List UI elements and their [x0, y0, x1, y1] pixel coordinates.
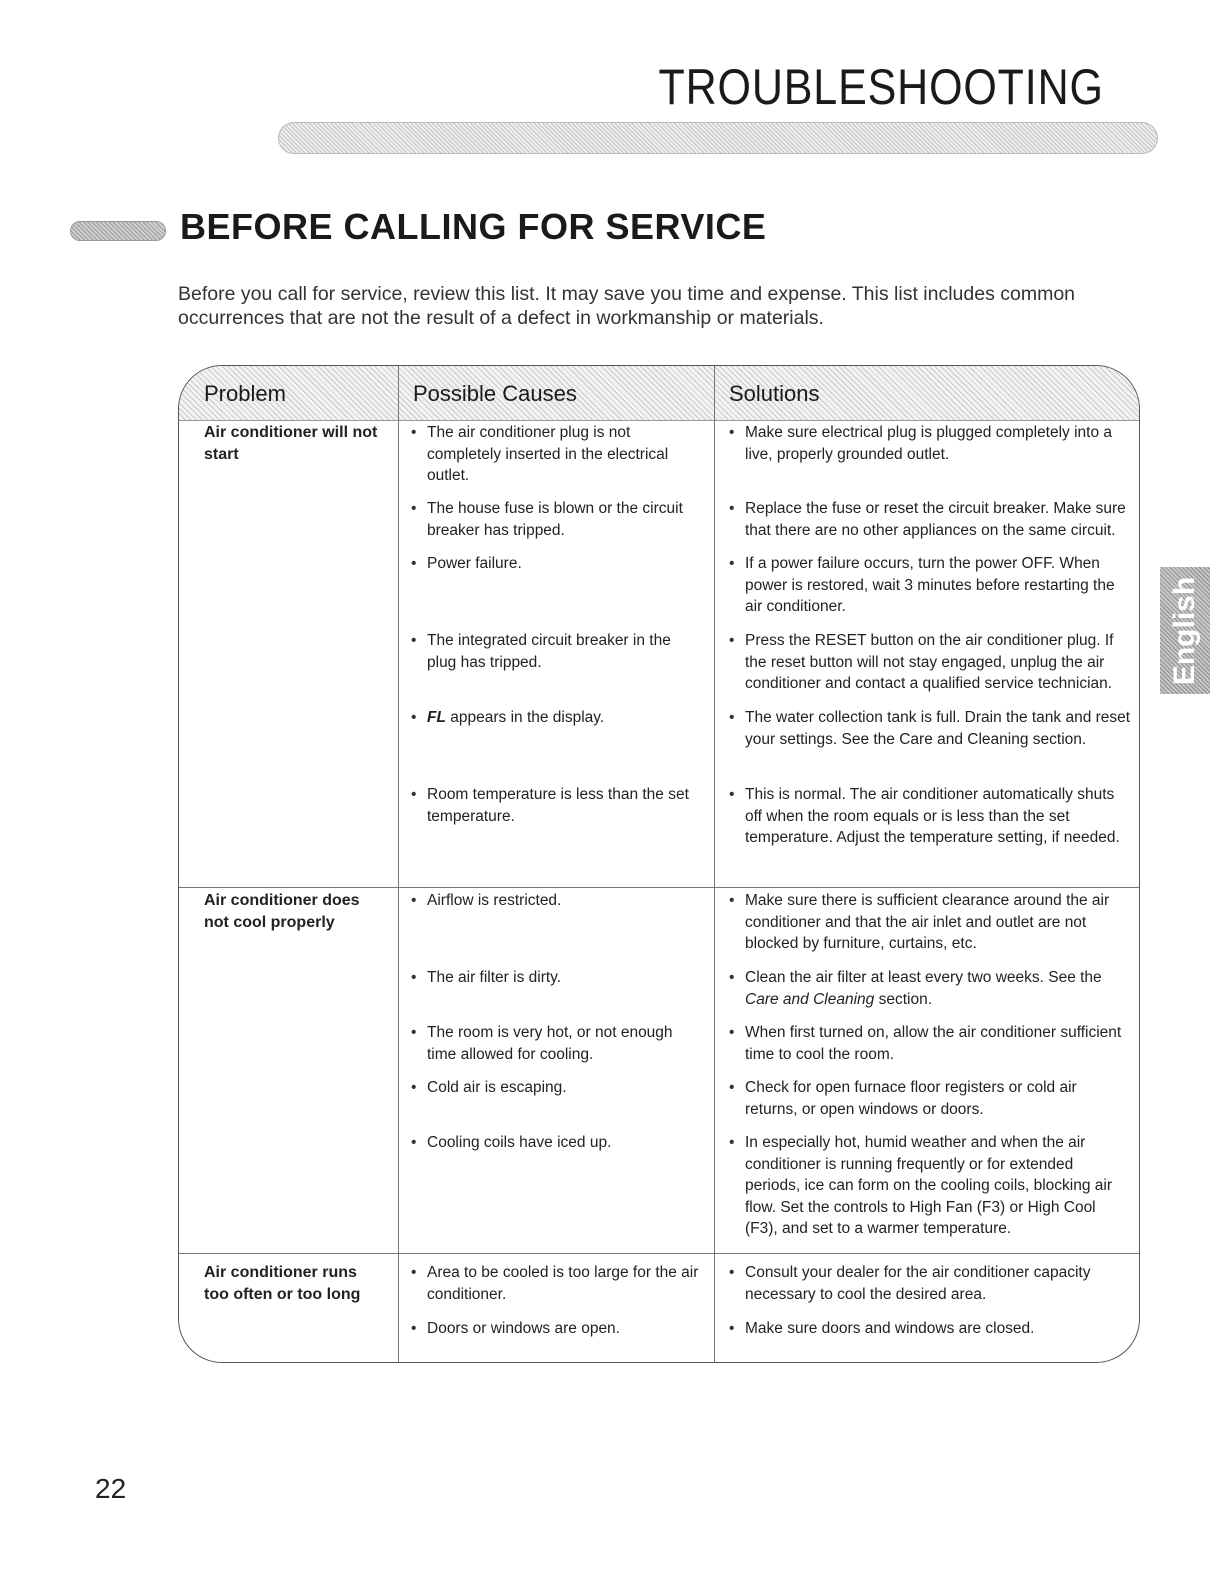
cause-item: • Doors or windows are open.	[411, 1318, 701, 1340]
cause-item: • Cold air is escaping.	[411, 1077, 701, 1099]
solution-item: • Make sure electrical plug is plugged completely into a live, properly grounded outlet.	[729, 422, 1131, 465]
cause-item: • The integrated circuit breaker in the plug has tripped.	[411, 630, 701, 673]
cause-item: • The house fuse is blown or the circuit breaker has tripped.	[411, 498, 701, 541]
problem-label: Air conditioner runs too often or too long	[204, 1264, 361, 1303]
table-header-row	[179, 366, 1139, 421]
solution-item: • Make sure doors and windows are closed.	[729, 1318, 1131, 1340]
cause-item: • Power failure.	[411, 553, 701, 575]
page-heading: TROUBLESHOOTING	[658, 59, 1104, 115]
solution-item: • If a power failure occurs, turn the power OFF. When power is restored, wait 3 minutes before restarting the air conditioner.	[729, 553, 1131, 618]
header-possible-causes: Possible Causes	[413, 381, 577, 406]
solution-item: • Check for open furnace floor registers or cold air returns, or open windows or doors.	[729, 1077, 1131, 1120]
cause-item	[411, 707, 701, 729]
cause-item: • Room temperature is less than the set temperature.	[411, 784, 701, 827]
fl-code: FL	[427, 709, 446, 726]
column-divider	[398, 366, 399, 1362]
group-divider	[179, 1253, 1139, 1254]
cause-item: • The air conditioner plug is not completely inserted in the electrical outlet.	[411, 422, 701, 487]
solution-item: • Consult your dealer for the air conditioner capacity necessary to cool the desired area.	[729, 1262, 1131, 1305]
group-divider	[179, 887, 1139, 888]
cause-item: • Cooling coils have iced up.	[411, 1132, 701, 1154]
cause-item: • Area to be cooled is too large for the air conditioner.	[411, 1262, 701, 1305]
solution-text-end: section.	[878, 990, 932, 1008]
solution-text: Clean the air filter at least every two weeks. See the	[745, 969, 1102, 986]
care-cleaning-reference: Care and Cleaning	[745, 990, 875, 1008]
solution-item: • When first turned on, allow the air conditioner sufficient time to cool the room.	[729, 1022, 1131, 1065]
language-tab	[1160, 567, 1210, 694]
section-title: BEFORE CALLING FOR SERVICE	[180, 206, 767, 247]
solution-item	[729, 967, 1131, 1010]
solution-item: • In especially hot, humid weather and when the air conditioner is running frequently or for extended periods, ice can form on the cooling coils, blocking air flow. Set the controls to High Fan (F3) or High Cool (F3), and set to a warmer temperature.	[729, 1132, 1131, 1240]
cause-text: appears in the display.	[450, 709, 605, 726]
solution-item: • Press the RESET button on the air conditioner plug. If the reset button will not stay engaged, unplug the air conditioner and contact a qualified service technician.	[729, 630, 1131, 695]
header-problem: Problem	[204, 381, 286, 406]
header-solutions: Solutions	[729, 381, 820, 406]
cause-item: • Airflow is restricted.	[411, 890, 701, 912]
language-tab-label: English	[1168, 576, 1201, 685]
cause-item: • The room is very hot, or not enough time allowed for cooling.	[411, 1022, 701, 1065]
solution-item: • Make sure there is sufficient clearance around the air conditioner and that the air inlet and outlet are not blocked by furniture, curtains, etc.	[729, 890, 1131, 955]
solution-item: • This is normal. The air conditioner automatically shuts off when the room equals or is less than the set temperature. Adjust the temperature setting, if needed.	[729, 784, 1131, 849]
page-number: 22	[95, 1473, 127, 1504]
intro-paragraph: Before you call for service, review this list. It may save you time and expense. This list includes common occurrences that are not the result of a defect in workmanship or materials.	[178, 283, 1076, 329]
column-divider	[714, 366, 715, 1362]
solution-item: • Replace the fuse or reset the circuit breaker. Make sure that there are no other appliances on the same circuit.	[729, 498, 1131, 541]
section-marker-icon	[70, 221, 166, 241]
cause-item: • The air filter is dirty.	[411, 967, 701, 989]
header-decorative-bar	[278, 122, 1158, 154]
troubleshooting-table	[178, 365, 1140, 1363]
problem-label: Air conditioner will not start	[204, 424, 378, 463]
solution-item: • The water collection tank is full. Drain the tank and reset your settings. See the Care and Cleaning section.	[729, 707, 1131, 750]
problem-label: Air conditioner does not cool properly	[204, 892, 360, 931]
